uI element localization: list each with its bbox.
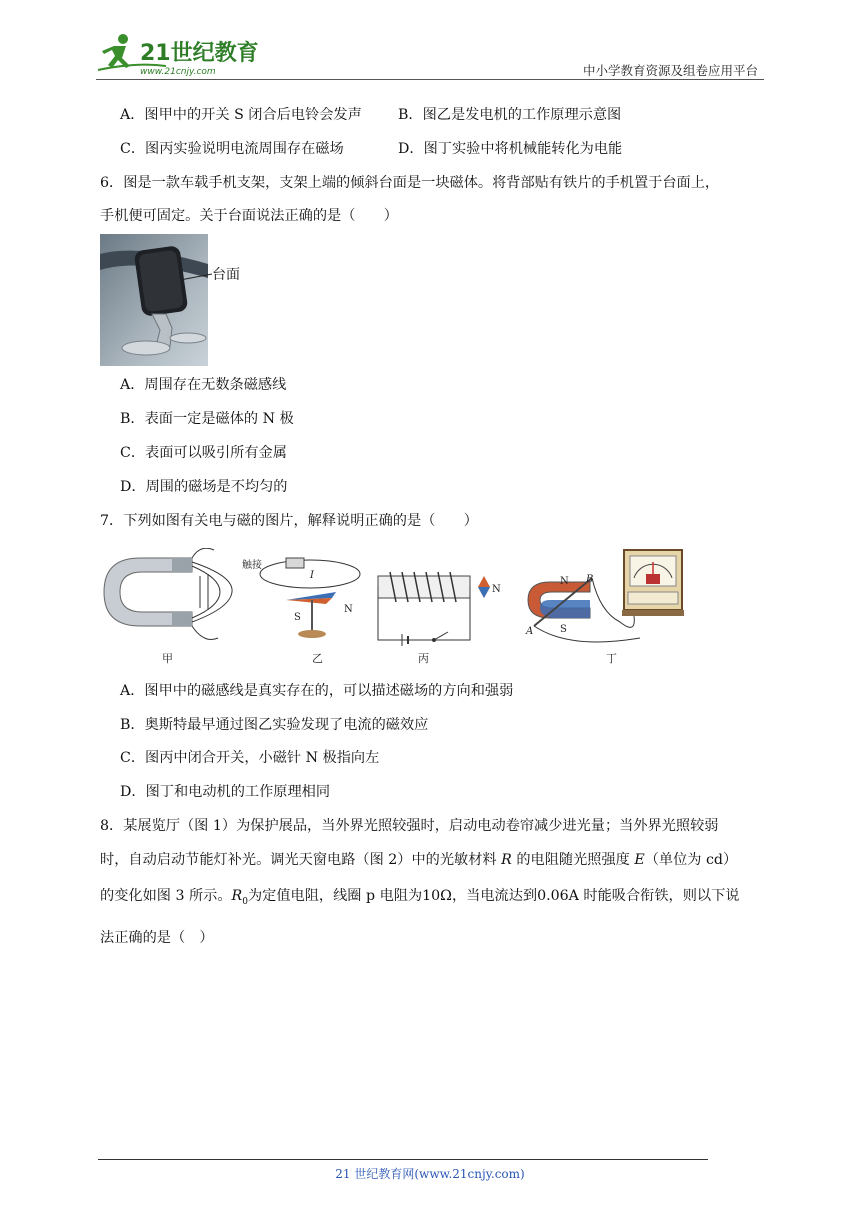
caption-yi: 乙 [312, 652, 323, 665]
header-divider [96, 79, 764, 80]
label-n-needle: N [344, 604, 353, 615]
q8-line3: 的变化如图 3 所示。$R_0$为定值电阻，线圈 p 电阻为10Ω，当电流达到0.06A 时能吸合衔铁，则以下说 [100, 888, 740, 907]
footer-divider [98, 1159, 708, 1160]
electromagnetism-figures [100, 548, 690, 668]
q6-option-c: C．表面可以吸引所有金属 [120, 445, 287, 461]
q7-option-c: C．图丙中闭合开关，小磁针 N 极指向左 [120, 750, 380, 766]
caption-bing: 丙 [418, 652, 429, 665]
q5-option-a: A．图甲中的开关 S 闭合后电铃会发声 [120, 107, 362, 123]
q7-option-d: D．图丁和电动机的工作原理相同 [120, 784, 331, 800]
figure-yi-oersted [242, 558, 360, 665]
q7-stem: 7．下列如图有关电与磁的图片，解释说明正确的是（ ） [100, 513, 478, 529]
caption-ding: 丁 [606, 652, 617, 665]
q6-stem-line2: 手机便可固定。关于台面说法正确的是（ ） [100, 208, 398, 224]
q6-option-b: B．表面一定是磁体的 N 极 [120, 411, 294, 427]
label-n-compass: N [492, 584, 501, 595]
q5-option-d: D．图丁实验中将机械能转化为电能 [398, 141, 623, 157]
label-s-magnet: S [560, 624, 567, 635]
label-touch: 触接 [242, 560, 262, 571]
caption-jia: 甲 [162, 652, 173, 665]
label-b: B [586, 574, 594, 585]
q7-option-a: A．图甲中的磁感线是真实存在的，可以描述磁场的方向和强弱 [120, 683, 514, 699]
figure-ding-induction [525, 550, 684, 665]
q6-option-d: D．周围的磁场是不均匀的 [120, 479, 288, 495]
logo-title: 21世纪教育 [140, 41, 259, 66]
header-platform-text: 中小学教育资源及组卷应用平台 [582, 63, 758, 78]
label-a: A [526, 626, 534, 637]
site-logo [96, 32, 266, 78]
label-n-magnet: N [560, 576, 569, 587]
q5-option-c: C．图丙实验说明电流周围存在磁场 [120, 141, 344, 157]
q8-line2: 时，自动启动节能灯补光。调光天窗电路（图 2）中的光敏材料 R 的电阻随光照强度 E（单位为 cd） [100, 852, 738, 868]
label-s-needle: S [294, 612, 301, 623]
label-current: I [310, 570, 314, 581]
q5-option-b: B．图乙是发电机的工作原理示意图 [398, 107, 622, 123]
q8-line1: 8．某展览厅（图 1）为保护展品，当外界光照较强时，启动电动卷帘减少进光量；当外界光照较弱 [100, 818, 719, 834]
footer-link[interactable]: 21 世纪教育网(www.21cnjy.com) [335, 1167, 525, 1181]
q7-option-b: B．奥斯特最早通过图乙实验发现了电流的磁效应 [120, 717, 429, 733]
figure-bing-solenoid [378, 572, 501, 665]
q8-line4: 法正确的是（ ） [100, 930, 214, 946]
q6-stem-line1: 6．图是一款车载手机支架，支架上端的倾斜台面是一块磁体。将背部贴有铁片的手机置于台面上， [100, 175, 720, 191]
logo-url: www.21cnjy.com [140, 67, 216, 77]
figure-jia-u-magnet [104, 548, 232, 665]
surface-label: 台面 [212, 267, 240, 283]
phone-holder-figure [100, 234, 246, 366]
q6-option-a: A．周围存在无数条磁感线 [120, 377, 287, 393]
